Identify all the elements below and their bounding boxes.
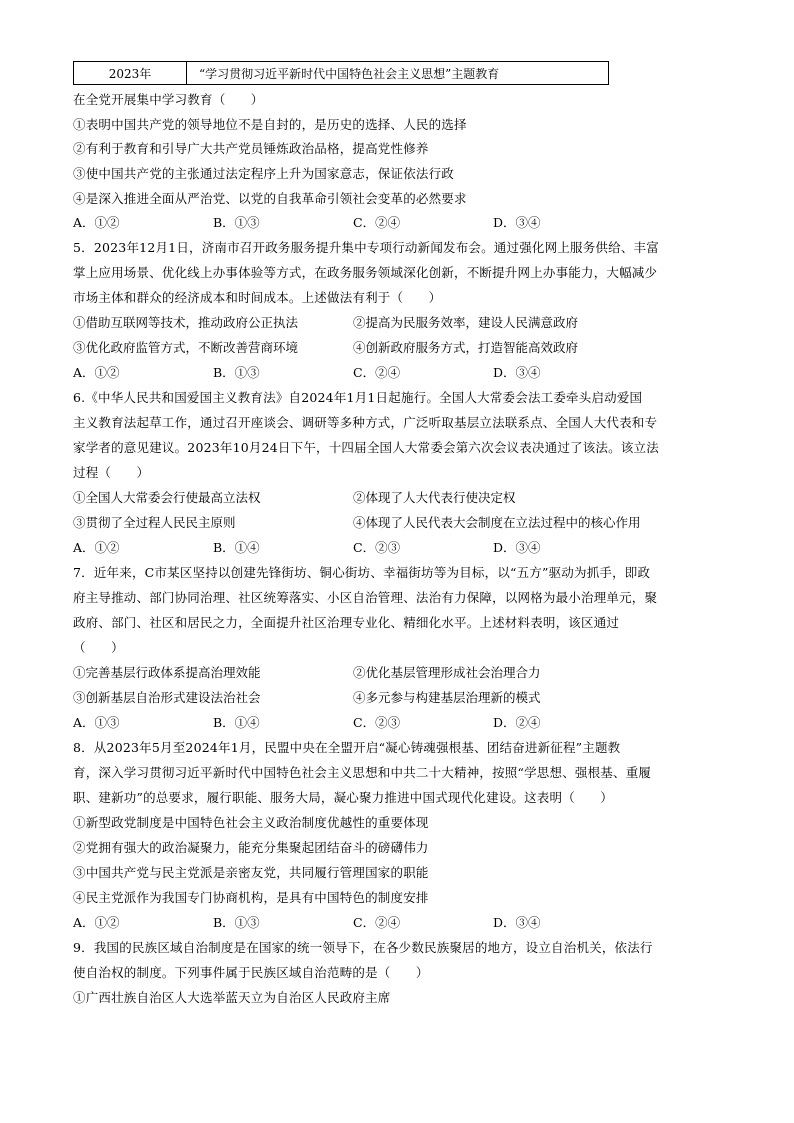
q5-item-2: ②提高为民服务效率，建设人民满意政府 [353,315,579,330]
q6-item-1: ①全国人大常委会行使最高立法权 [73,490,261,505]
q7-item-1: ①完善基层行政体系提高治理效能 [73,665,261,680]
q6-stem-line-2: 主义教育法起草工作，通过召开座谈会、调研等多种方式，广泛听取基层立法联系点、全国人大代表和专 [73,415,658,430]
q9-stem-line-1: 9．我国的民族区域自治制度是在国家的统一领导下，在各少数民族聚居的地方，设立自治机关，依法行 [73,940,653,955]
q7-stem-line-2: 府主导推动、部门协同治理、社区统筹落实、小区自治管理、法治有力保障，以网格为最小治理单元，聚 [73,590,658,605]
q4-option-d[interactable]: D．③④ [493,215,541,230]
q5-item-1: ①借助互联网等技术，推动政府公正执法 [73,315,299,330]
q7-stem-line-1: 7．近年来，C市某区坚持以创建先锋街坊、铜心街坊、幸福街坊等为目标，以“五方”驱动为抓手，即政 [73,565,651,580]
q8-item-4: ④民主党派作为我国专门协商机构，是具有中国特色的制度安排 [73,890,429,905]
q5-stem-line-3: 市场主体和群众的经济成本和时间成本。上述做法有利于（ ） [73,290,442,305]
q6-item-3: ③贯彻了全过程人民民主原则 [73,515,236,530]
q5-stem-line-2: 掌上应用场景、优化线上办事体验等方式，在政务服务领域深化创新，不断提升网上办事能力，大幅减少 [73,265,658,280]
q7-stem-line-4: （ ） [73,640,124,655]
q4-item-2: ②有利于教育和引导广大共产党员锤炼政治品格，提高党性修养 [73,141,429,156]
q6-stem-line-4: 过程（ ） [73,465,150,480]
q5-option-b[interactable]: B．①③ [213,365,260,380]
q4-item-4: ④是深入推进全面从严治党、以党的自我革命引领社会变革的必然要求 [73,191,467,206]
q6-stem-line-3: 家学者的意见建议。2023年10月24日下午，十四届全国人大常委会第六次会议表决通过了该法。该立法 [73,440,659,455]
q8-stem-line-2: 育，深入学习贯彻习近平新时代中国特色社会主义思想和中共二十大精神，按照“学思想、强根基、重履 [73,765,652,780]
q8-option-d[interactable]: D．③④ [493,915,541,930]
q4-item-3: ③使中国共产党的主张通过法定程序上升为国家意志，保证依法行政 [73,166,455,181]
q6-item-4: ④体现了人民代表大会制度在立法过程中的核心作用 [353,515,641,530]
q6-option-c[interactable]: C．②③ [353,540,401,555]
q8-item-3: ③中国共产党与民主党派是亲密友党，共同履行管理国家的职能 [73,865,429,880]
q7-item-2: ②优化基层管理形成社会治理合力 [353,665,541,680]
q7-option-a[interactable]: A．①③ [73,715,120,730]
event-table [73,61,609,85]
q9-item-1: ①广西壮族自治区人大选举蓝天立为自治区人民政府主席 [73,990,391,1005]
q7-stem-line-3: 政府、部门、社区和居民之力，全面提升社区治理专业化、精细化水平。上述材料表明，该区通过 [73,615,620,630]
q4-stem: 在全党开展集中学习教育（ ） [73,92,264,107]
q6-item-2: ②体现了人大代表行使决定权 [353,490,516,505]
q5-stem-line-1: 5．2023年12月1日，济南市召开政务服务提升集中专项行动新闻发布会。通过强化网上服务供给、丰富 [73,240,659,255]
q6-option-d[interactable]: D．③④ [493,540,541,555]
q4-option-c[interactable]: C．②④ [353,215,401,230]
q5-option-a[interactable]: A．①② [73,365,120,380]
q7-item-3: ③创新基层自治形式建设法治社会 [73,690,261,705]
q8-option-a[interactable]: A．①② [73,915,120,930]
q4-option-b[interactable]: B．①③ [213,215,260,230]
q8-item-1: ①新型政党制度是中国特色社会主义政治制度优越性的重要体现 [73,815,429,830]
q8-option-b[interactable]: B．①③ [213,915,260,930]
q7-item-4: ④多元参与构建基层治理新的模式 [353,690,541,705]
q5-option-d[interactable]: D．③④ [493,365,541,380]
q4-option-a[interactable]: A．①② [73,215,120,230]
q8-stem-line-1: 8．从2023年5月至2024年1月，民盟中央在全盟开启“凝心铸魂强根基、团结奋进新征程”主题教 [73,740,621,755]
q7-option-c[interactable]: C．②③ [353,715,401,730]
q6-stem-line-1: 6.《中华人民共和国爱国主义教育法》自2024年1月1日起施行。全国人大常委会法工委牵头启动爱国 [73,390,643,405]
q7-option-b[interactable]: B．①④ [213,715,260,730]
q5-option-c[interactable]: C．②④ [353,365,401,380]
q6-option-b[interactable]: B．①④ [213,540,260,555]
q6-option-a[interactable]: A．①② [73,540,120,555]
q4-item-1: ①表明中国共产党的领导地位不是自封的，是历史的选择、人民的选择 [73,117,467,132]
q9-stem-line-2: 使自治权的制度。下列事件属于民族区域自治范畴的是（ ） [73,965,429,980]
q8-stem-line-3: 职、建新功”的总要求，履行职能、服务大局，凝心聚力推进中国式现代化建设。这表明（ ） [73,790,613,805]
table-year-cell: 2023年 [74,62,187,84]
q8-option-c[interactable]: C．②④ [353,915,401,930]
q5-item-3: ③优化政府监管方式，不断改善营商环境 [73,340,299,355]
table-event-cell: “学习贯彻习近平新时代中国特色社会主义思想”主题教育 [199,66,500,81]
q7-option-d[interactable]: D．②④ [493,715,541,730]
q5-item-4: ④创新政府服务方式，打造智能高效政府 [353,340,579,355]
q8-item-2: ②党拥有强大的政治凝聚力，能充分集聚起团结奋斗的磅礴伟力 [73,840,429,855]
